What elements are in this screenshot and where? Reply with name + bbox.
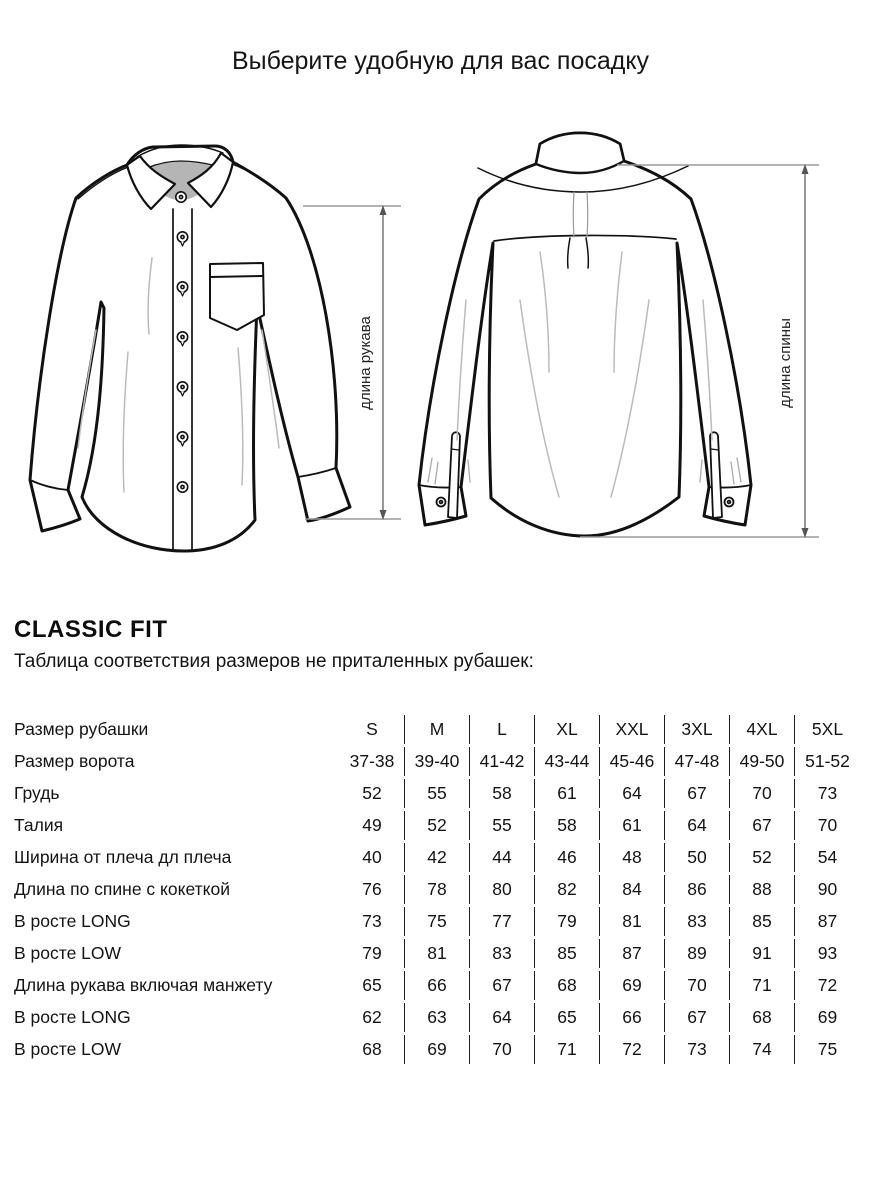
size-cell: 52 [340,779,405,808]
size-cell: 71 [535,1035,600,1064]
size-cell: 89 [665,939,730,968]
size-cell: 70 [470,1035,535,1064]
table-row [14,1003,860,1032]
back-length-label: длина спины [777,318,794,408]
size-cell: 41-42 [470,747,535,776]
row-label: Размер ворота [14,751,135,771]
size-cell: 72 [817,975,838,995]
size-cell: 49-50 [730,747,795,776]
size-cell: 87 [817,911,838,931]
size-cell: 78 [405,875,470,904]
size-cell: 84 [600,875,665,904]
size-cell: 52 [730,843,795,872]
table-row [14,843,860,872]
size-cell: 58 [470,779,535,808]
size-cell: 81 [600,907,665,936]
size-cell: S [340,715,405,744]
size-cell: 66 [405,971,470,1000]
size-cell: 76 [340,875,405,904]
size-table-body [14,715,860,1064]
size-cell: 79 [340,939,405,968]
size-cell: 69 [817,1007,838,1027]
page-title: Выберите удобную для вас посадку [231,47,650,75]
size-cell: 45-46 [600,747,665,776]
size-cell: 61 [535,779,600,808]
size-cell: 42 [405,843,470,872]
size-cell: 40 [340,843,405,872]
table-row [14,811,860,840]
table-row [14,875,860,904]
table-row [14,971,860,1000]
size-cell: 68 [340,1035,405,1064]
size-cell: 80 [470,875,535,904]
size-cell: 70 [817,815,838,835]
size-cell: 93 [817,943,838,963]
size-cell: 62 [340,1003,405,1032]
size-cell: 87 [600,939,665,968]
size-cell: 74 [730,1035,795,1064]
size-cell: 91 [730,939,795,968]
size-cell: 55 [405,779,470,808]
back-collar-edge [536,133,624,173]
size-cell: 86 [665,875,730,904]
size-cell: 69 [405,1035,470,1064]
classic-fit-heading: CLASSIC FIT [14,616,168,643]
size-cell: 4XL [730,715,795,744]
row-label: Ширина от плеча дл плеча [14,847,232,867]
size-cell: 64 [470,1003,535,1032]
size-cell: 37-38 [340,747,405,776]
row-label: В росте LONG [14,1007,131,1027]
size-cell: 46 [535,843,600,872]
size-cell: 50 [665,843,730,872]
size-cell: 75 [817,1039,838,1059]
size-cell: 64 [665,811,730,840]
size-cell: 58 [535,811,600,840]
sleeve-length-label: длина рукава [357,316,374,410]
size-cell: 82 [535,875,600,904]
size-cell: 79 [535,907,600,936]
size-cell: 51-52 [805,751,850,771]
size-cell: 81 [405,939,470,968]
size-cell: 67 [665,779,730,808]
size-cell: 73 [817,783,838,803]
size-cell: 64 [600,779,665,808]
shirt-front-drawing [30,145,350,551]
table-row [14,1035,860,1064]
row-label: Длина рукава включая манжету [14,975,273,995]
size-cell: 67 [730,811,795,840]
size-cell: 77 [470,907,535,936]
size-cell: XL [535,715,600,744]
size-cell: 67 [665,1003,730,1032]
row-label: Грудь [14,783,60,803]
size-cell: 73 [665,1035,730,1064]
size-cell: 52 [405,811,470,840]
size-cell: 83 [665,907,730,936]
size-cell: 68 [535,971,600,1000]
size-cell: 75 [405,907,470,936]
size-cell: 83 [470,939,535,968]
size-cell: M [405,715,470,744]
size-cell: 70 [665,971,730,1000]
size-cell: 90 [817,879,838,899]
size-cell: 63 [405,1003,470,1032]
size-cell: 47-48 [665,747,730,776]
row-label: Размер рубашки [14,719,149,739]
size-cell: 65 [535,1003,600,1032]
size-cell: 44 [470,843,535,872]
row-label: В росте LOW [14,1039,122,1059]
size-cell: 43-44 [535,747,600,776]
size-cell: 55 [470,811,535,840]
size-cell: 71 [730,971,795,1000]
size-cell: 69 [600,971,665,1000]
size-cell: 5XL [811,719,844,739]
front-silhouette [30,146,350,551]
table-row [14,779,860,808]
size-cell: 66 [600,1003,665,1032]
row-label: Талия [14,815,64,835]
table-row [14,715,860,744]
table-row [14,747,860,776]
shirt-diagram [0,130,881,560]
size-cell: 39-40 [405,747,470,776]
size-cell: 48 [600,843,665,872]
size-cell: L [470,715,535,744]
chest-pocket [210,263,264,330]
size-cell: 3XL [665,715,730,744]
size-cell: 85 [730,907,795,936]
row-label: В росте LOW [14,943,122,963]
size-cell: 54 [817,847,838,867]
row-label: Длина по спине с кокеткой [14,879,231,899]
size-cell: 73 [340,907,405,936]
size-cell: 49 [340,811,405,840]
size-cell: 85 [535,939,600,968]
table-subtitle: Таблица соответствия размеров не приталенных рубашек: [14,651,534,672]
size-cell: 88 [730,875,795,904]
shirt-back-drawing [419,133,751,536]
size-cell: XXL [600,715,665,744]
size-cell: 61 [600,811,665,840]
size-table [14,712,860,1067]
row-label: В росте LONG [14,911,131,931]
table-row [14,907,860,936]
size-cell: 70 [730,779,795,808]
table-row [14,939,860,968]
size-cell: 67 [470,971,535,1000]
size-cell: 68 [730,1003,795,1032]
size-cell: 65 [340,971,405,1000]
size-cell: 72 [600,1035,665,1064]
